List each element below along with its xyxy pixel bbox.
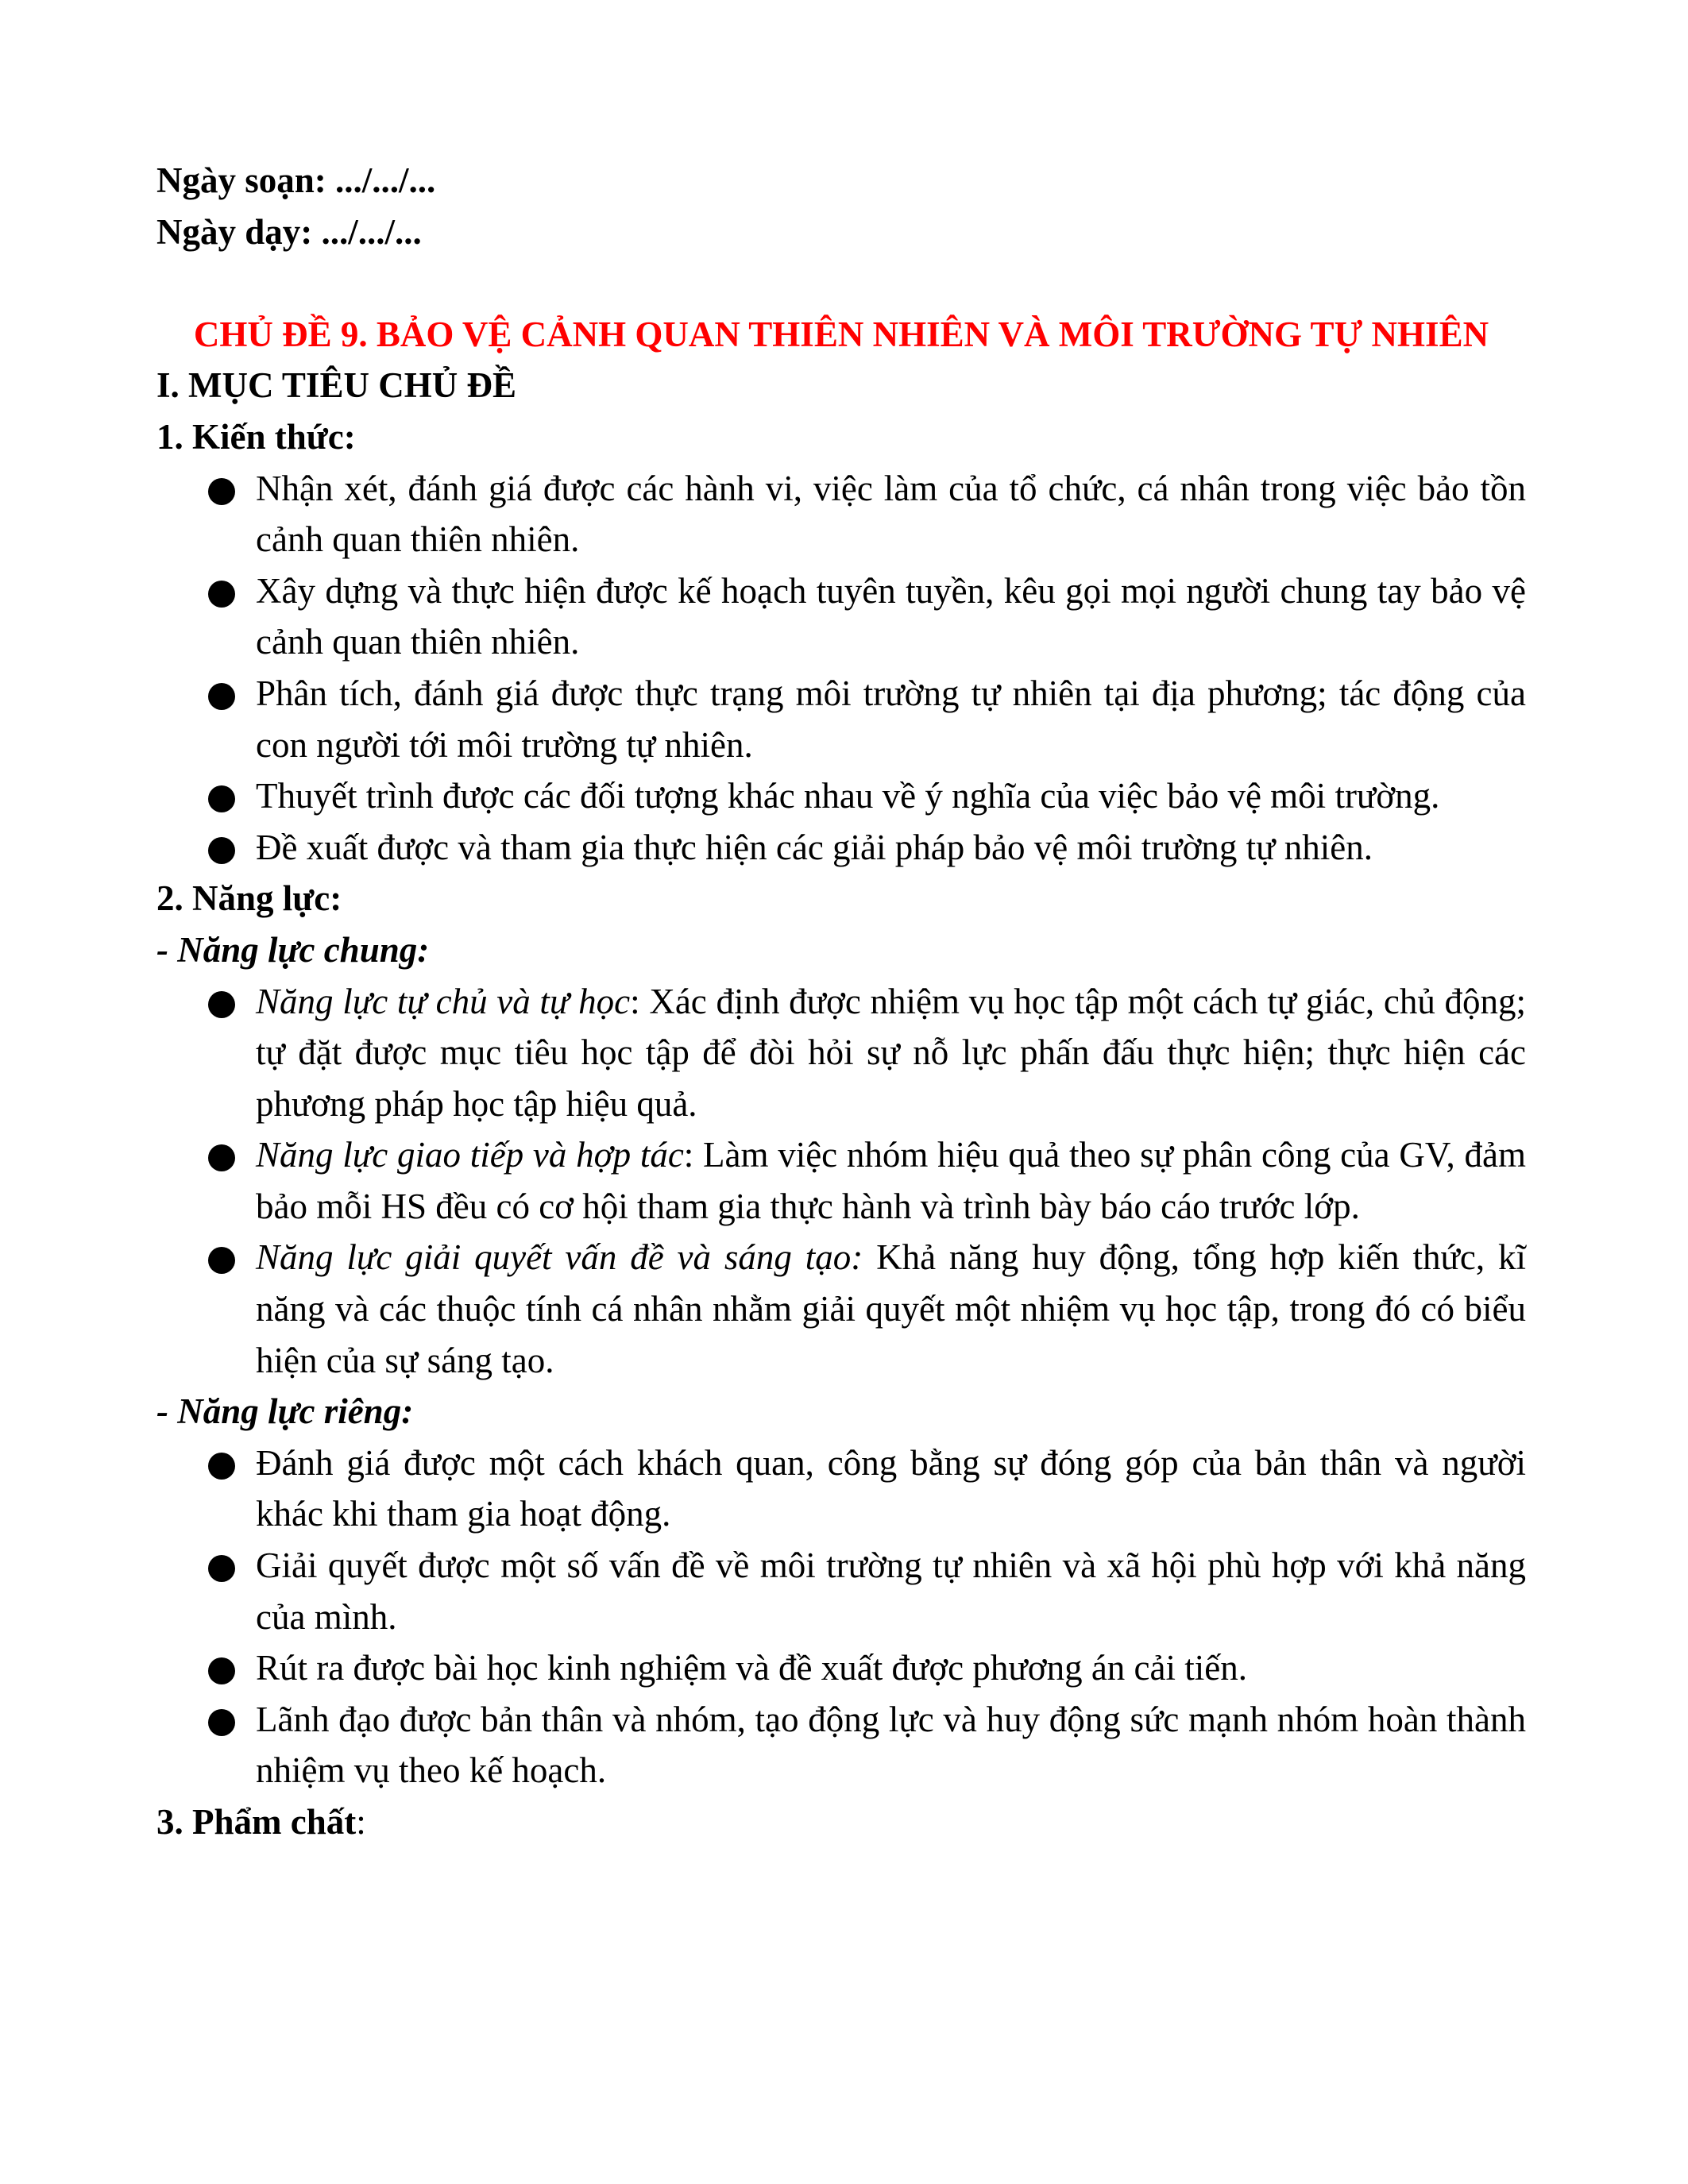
bullet-icon [208,1144,235,1171]
list-item: Năng lực giải quyết vấn đề và sáng tạo: Khả năng huy động, tổng hợp kiến thức, kĩ năng và các thuộc tính cá nhân nhằm giải quyết một nhiệm vụ học tập, trong đó có biểu hiện của sự sáng tạo. [156,1232,1526,1386]
bullet-icon [208,478,235,505]
bullet-icon [208,837,235,864]
list-item: Đánh giá được một cách khách quan, công bằng sự đóng góp của bản thân và người khác khi tham gia hoạt động. [156,1437,1526,1540]
bullet-icon [208,1247,235,1274]
list-item: Phân tích, đánh giá được thực trạng môi trường tự nhiên tại địa phương; tác động của con người tới môi trường tự nhiên. [156,668,1526,770]
list-item: Nhận xét, đánh giá được các hành vi, việc làm của tổ chức, cá nhân trong việc bảo tồn cảnh quan thiên nhiên. [156,463,1526,565]
list-item: Đề xuất được và tham gia thực hiện các giải pháp bảo vệ môi trường tự nhiên. [156,822,1526,874]
list-item: Thuyết trình được các đối tượng khác nhau về ý nghĩa của việc bảo vệ môi trường. [156,770,1526,822]
knowledge-list [156,463,1526,874]
list-item: Năng lực giao tiếp và hợp tác: Làm việc nhóm hiệu quả theo sự phân công của GV, đảm bảo mỗi HS đều có cơ hội tham gia thực hành và trình bày báo cáo trước lớp. [156,1129,1526,1232]
date-taught: Ngày dạy: .../.../... [156,211,422,252]
competence-heading: 2. Năng lực: [156,878,342,919]
general-competence-heading: - Năng lực chung: [156,929,430,970]
qualities-heading: 3. Phẩm chất: [156,1802,366,1842]
bullet-icon [208,581,235,608]
list-item: Rút ra được bài học kinh nghiệm và đề xuất được phương án cải tiến. [156,1642,1526,1694]
bullet-icon [208,785,235,812]
knowledge-heading: 1. Kiến thức: [156,416,356,457]
specific-competence-list [156,1437,1526,1796]
bullet-icon [208,683,235,710]
bullet-icon [208,1709,235,1736]
bullet-icon [208,1453,235,1480]
section-heading-objectives: I. MỤC TIÊU CHỦ ĐỀ [156,365,516,406]
date-prepared: Ngày soạn: .../.../... [156,160,436,200]
list-item: Xây dựng và thực hiện được kế hoạch tuyên tuyền, kêu gọi mọi người chung tay bảo vệ cảnh quan thiên nhiên. [156,565,1526,668]
general-competence-list [156,976,1526,1387]
specific-competence-heading: - Năng lực riêng: [156,1391,414,1432]
bullet-icon [208,1555,235,1582]
list-item: Lãnh đạo được bản thân và nhóm, tạo động lực và huy động sức mạnh nhóm hoàn thành nhiệm vụ theo kế hoạch. [156,1694,1526,1796]
list-item: Năng lực tự chủ và tự học: Xác định được nhiệm vụ học tập một cách tự giác, chủ động; tự đặt được mục tiêu học tập để đòi hỏi sự nỗ lực phấn đấu thực hiện; thực hiện các phương pháp học tập hiệu quả. [156,976,1526,1130]
list-item: Giải quyết được một số vấn đề về môi trường tự nhiên và xã hội phù hợp với khả năng của mình. [156,1540,1526,1642]
document-page [156,155,1526,1848]
bullet-icon [208,1657,235,1684]
topic-title: CHỦ ĐỀ 9. BẢO VỆ CẢNH QUAN THIÊN NHIÊN VÀ MÔI TRƯỜNG TỰ NHIÊN [193,314,1489,354]
bullet-icon [208,991,235,1018]
